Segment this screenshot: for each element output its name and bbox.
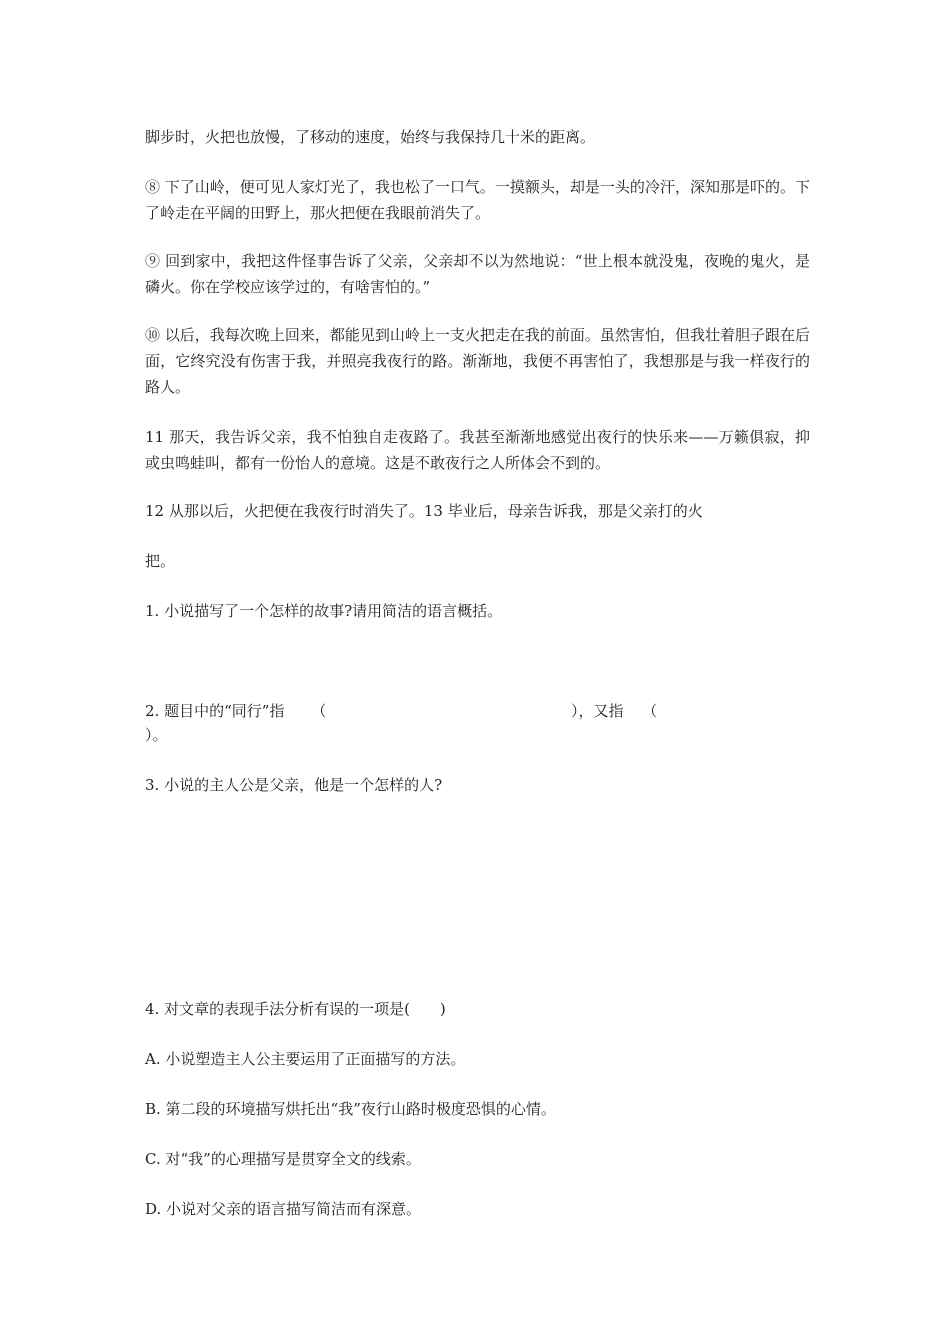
paragraph-12-line-2: 把。 xyxy=(145,552,176,570)
question-2-blank-2-open: （ xyxy=(642,702,658,720)
question-2-blank-1-open: （ xyxy=(311,702,327,720)
paragraph-7-tail: 脚步时，火把也放慢，了移动的速度，始终与我保持几十米的距离。 xyxy=(145,128,596,146)
paragraph-11: 11 那天，我告诉父亲，我不怕独自走夜路了。我甚至渐渐地感觉出夜行的快乐来——万籁俱寂，抑或虫鸣蛙叫，都有一份怡人的意境。这是不敢夜行之人所体会不到的。 xyxy=(145,428,810,472)
question-2-blank-1-close: ），又指 xyxy=(571,702,624,720)
paragraph-9: ⑨ 回到家中，我把这件怪事告诉了父亲，父亲却不以为然地说：“世上根本就没鬼，夜晚的鬼火，是磷火。你在学校应该学过的，有啥害怕的。” xyxy=(145,252,810,296)
option-c: C. 对“我”的心理描写是贯穿全文的线索。 xyxy=(145,1150,421,1168)
question-1: 1. 小说描写了一个怎样的故事?请用简洁的语言概括。 xyxy=(145,602,503,620)
question-4: 4. 对文章的表现手法分析有误的一项是( ) xyxy=(145,1000,446,1018)
paragraph-12-line-1: 12 从那以后，火把便在我夜行时消失了。13 毕业后，母亲告诉我，那是父亲打的火 xyxy=(145,502,703,520)
paragraph-8: ⑧ 下了山岭，便可见人家灯光了，我也松了一口气。一摸额头，却是一头的冷汗，深知那是吓的。下了岭走在平阔的田野上，那火把便在我眼前消失了。 xyxy=(145,178,810,222)
option-d: D. 小说对父亲的语言描写简洁而有深意。 xyxy=(145,1200,422,1218)
question-2 xyxy=(145,698,815,724)
question-2-blank-2-close: ）。 xyxy=(145,726,168,744)
paragraph-10: ⑩ 以后，我每次晚上回来，都能见到山岭上一支火把走在我的前面。虽然害怕，但我壮着胆子跟在后面，它终究没有伤害于我，并照亮我夜行的路。渐渐地，我便不再害怕了，我想那是与我一样夜行的路人。 xyxy=(145,326,810,396)
option-a: A. 小说塑造主人公主要运用了正面描写的方法。 xyxy=(145,1050,466,1068)
question-3: 3. 小说的主人公是父亲，他是一个怎样的人? xyxy=(145,776,443,794)
question-2-prefix: 2. 题目中的“同行”指 xyxy=(145,702,285,720)
option-b: B. 第二段的环境描写烘托出“我”夜行山路时极度恐惧的心情。 xyxy=(145,1100,556,1118)
